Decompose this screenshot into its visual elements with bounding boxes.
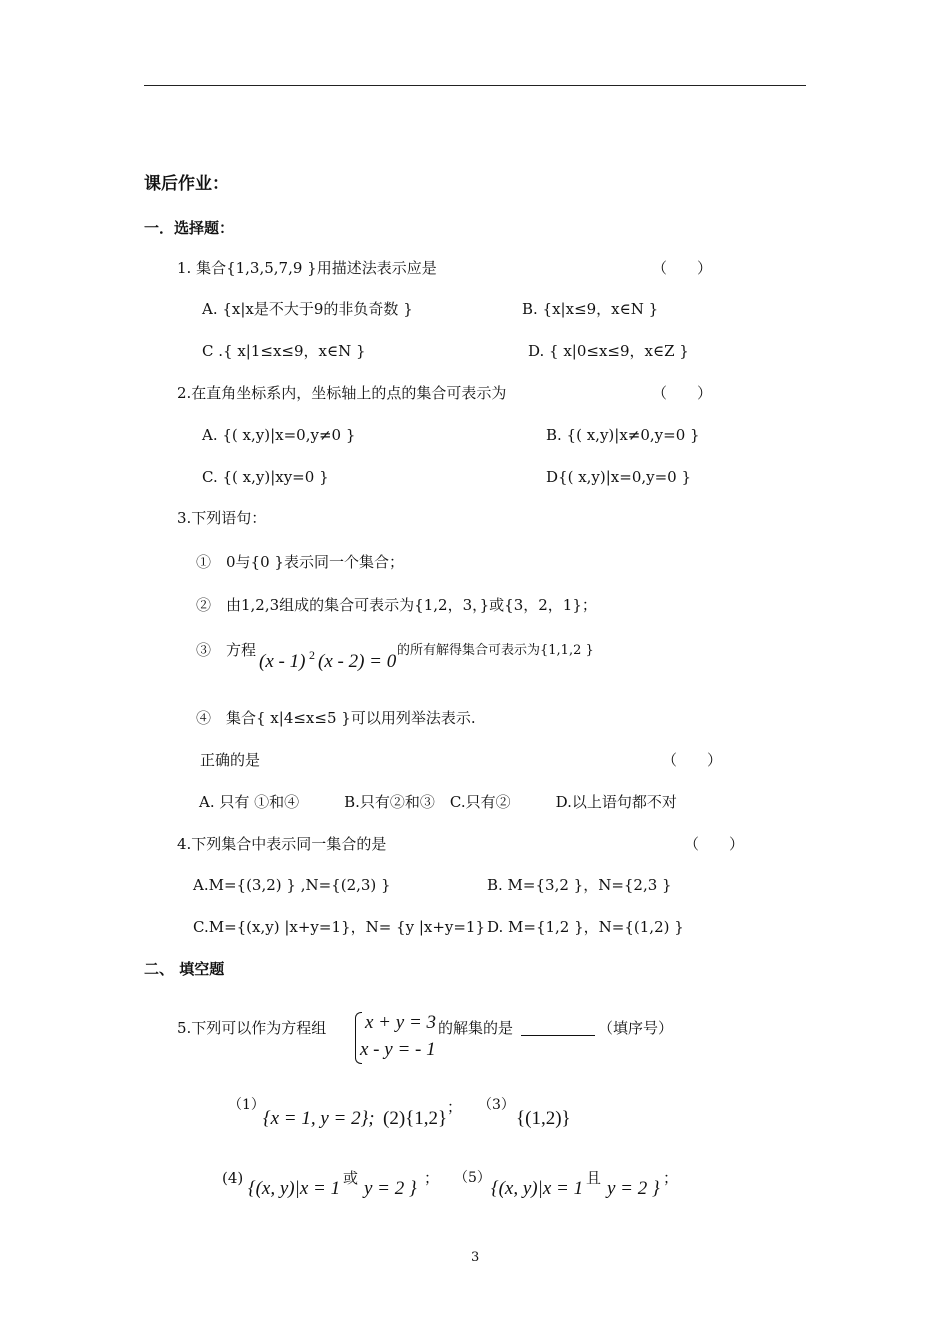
q3-equation-part-b: (x - 2) = 0	[318, 651, 397, 672]
q5-option-3-label: （3）	[478, 1097, 515, 1113]
q2-stem: 2.在直角坐标系内，坐标轴上的点的集合可表示为	[177, 384, 507, 402]
q2-option-c: C. {( x,y)|xy=0 }	[202, 468, 329, 486]
q5-option-1: {x = 1, y = 2};	[263, 1108, 375, 1129]
q3-equation-exponent: 2	[309, 648, 315, 662]
q3-statement-2: ② 由1,2,3组成的集合可表示为{1,2，3，}或{3，2，1}；	[196, 596, 597, 614]
q1-option-d: D. { x|0≤x≤9，x∈Z }	[528, 342, 689, 360]
q4-answer-paren: （ ）	[684, 835, 745, 853]
q5-option-4-or: 或	[343, 1169, 359, 1187]
q4-option-a: A.M={(3,2) } ,N={(2,3) }	[193, 876, 391, 894]
q5-option-4-label: (4)	[222, 1169, 244, 1187]
q1-option-b: B. {x|x≤9，x∈N }	[522, 300, 659, 318]
q5-option-5-part-a: {(x, y)|x = 1	[491, 1178, 584, 1199]
q2-answer-paren: （ ）	[652, 384, 713, 402]
q5-answer-blank[interactable]	[521, 1035, 595, 1036]
q5-separator-3: ；	[663, 1169, 679, 1187]
q5-equation-1: x + y = 3	[365, 1012, 437, 1033]
q3-statement-3-suffix: 的所有解得集合可表示为{1,1,2 }	[397, 643, 594, 658]
section-choice-heading: 一．选择题：	[144, 219, 235, 237]
q5-option-5-and: 且	[586, 1169, 602, 1187]
q1-stem: 1. 集合{1,3,5,7,9 }用描述法表示应是	[177, 259, 437, 277]
q5-equation-2: x - y = - 1	[360, 1039, 436, 1060]
q3-statement-4: ④ 集合{ x|4≤x≤5 }可以用列举法表示.	[196, 709, 476, 727]
q4-option-d: D. M={1,2 }，N={(1,2) }	[487, 918, 684, 936]
q5-separator-2: ；	[424, 1169, 440, 1187]
q5-prefix: 5.下列可以作为方程组	[177, 1019, 327, 1037]
q1-answer-paren: （ ）	[652, 259, 713, 277]
q1-option-a: A. {x|x是不大于9的非负奇数 }	[202, 300, 413, 318]
q5-option-4-part-a: {(x, y)|x = 1	[248, 1178, 341, 1199]
header-rule	[144, 85, 806, 86]
q3-statement-3-prefix: ③ 方程	[196, 641, 257, 659]
q5-separator-1: ；	[447, 1098, 463, 1116]
q3-answer-paren: （ ）	[662, 751, 723, 769]
q2-option-d: D{( x,y)|x=0,y=0 }	[546, 468, 692, 486]
q3-options: A. 只有 ①和④ B.只有②和③ C.只有② D.以上语句都不对	[199, 793, 677, 811]
q3-statement-1: ① 0与{0 }表示同一个集合；	[196, 553, 404, 571]
q5-option-5-label: （5）	[454, 1170, 491, 1186]
q2-option-b: B. {( x,y)|x≠0,y=0 }	[546, 426, 700, 444]
q3-stem: 3.下列语句：	[177, 509, 267, 527]
page-number: 3	[471, 1250, 480, 1265]
q3-correct-prompt: 正确的是	[200, 751, 261, 769]
q1-option-c: C .{ x|1≤x≤9，x∈N }	[202, 342, 366, 360]
q2-option-a: A. {( x,y)|x=0,y≠0 }	[202, 426, 356, 444]
section-fill-heading: 二、 填空题	[144, 960, 225, 978]
q3-equation-part-a: (x - 1)	[259, 651, 306, 672]
q5-fill-hint: （填序号）	[598, 1019, 674, 1037]
q5-suffix: 的解集的是	[438, 1019, 514, 1037]
q5-option-5-part-b: y = 2 }	[607, 1178, 660, 1199]
q4-option-c: C.M={(x,y) |x+y=1}，N= {y |x+y=1}	[193, 918, 486, 936]
q4-option-b: B. M={3,2 }，N={2,3 }	[487, 876, 672, 894]
q5-option-1-label: （1）	[228, 1097, 265, 1113]
q4-stem: 4.下列集合中表示同一集合的是	[177, 835, 387, 853]
q5-option-2: (2){1,2}	[383, 1108, 448, 1129]
q5-option-4-part-b: y = 2 }	[364, 1178, 417, 1199]
q5-option-3: {(1,2)}	[516, 1108, 571, 1129]
homework-title: 课后作业：	[144, 174, 229, 194]
